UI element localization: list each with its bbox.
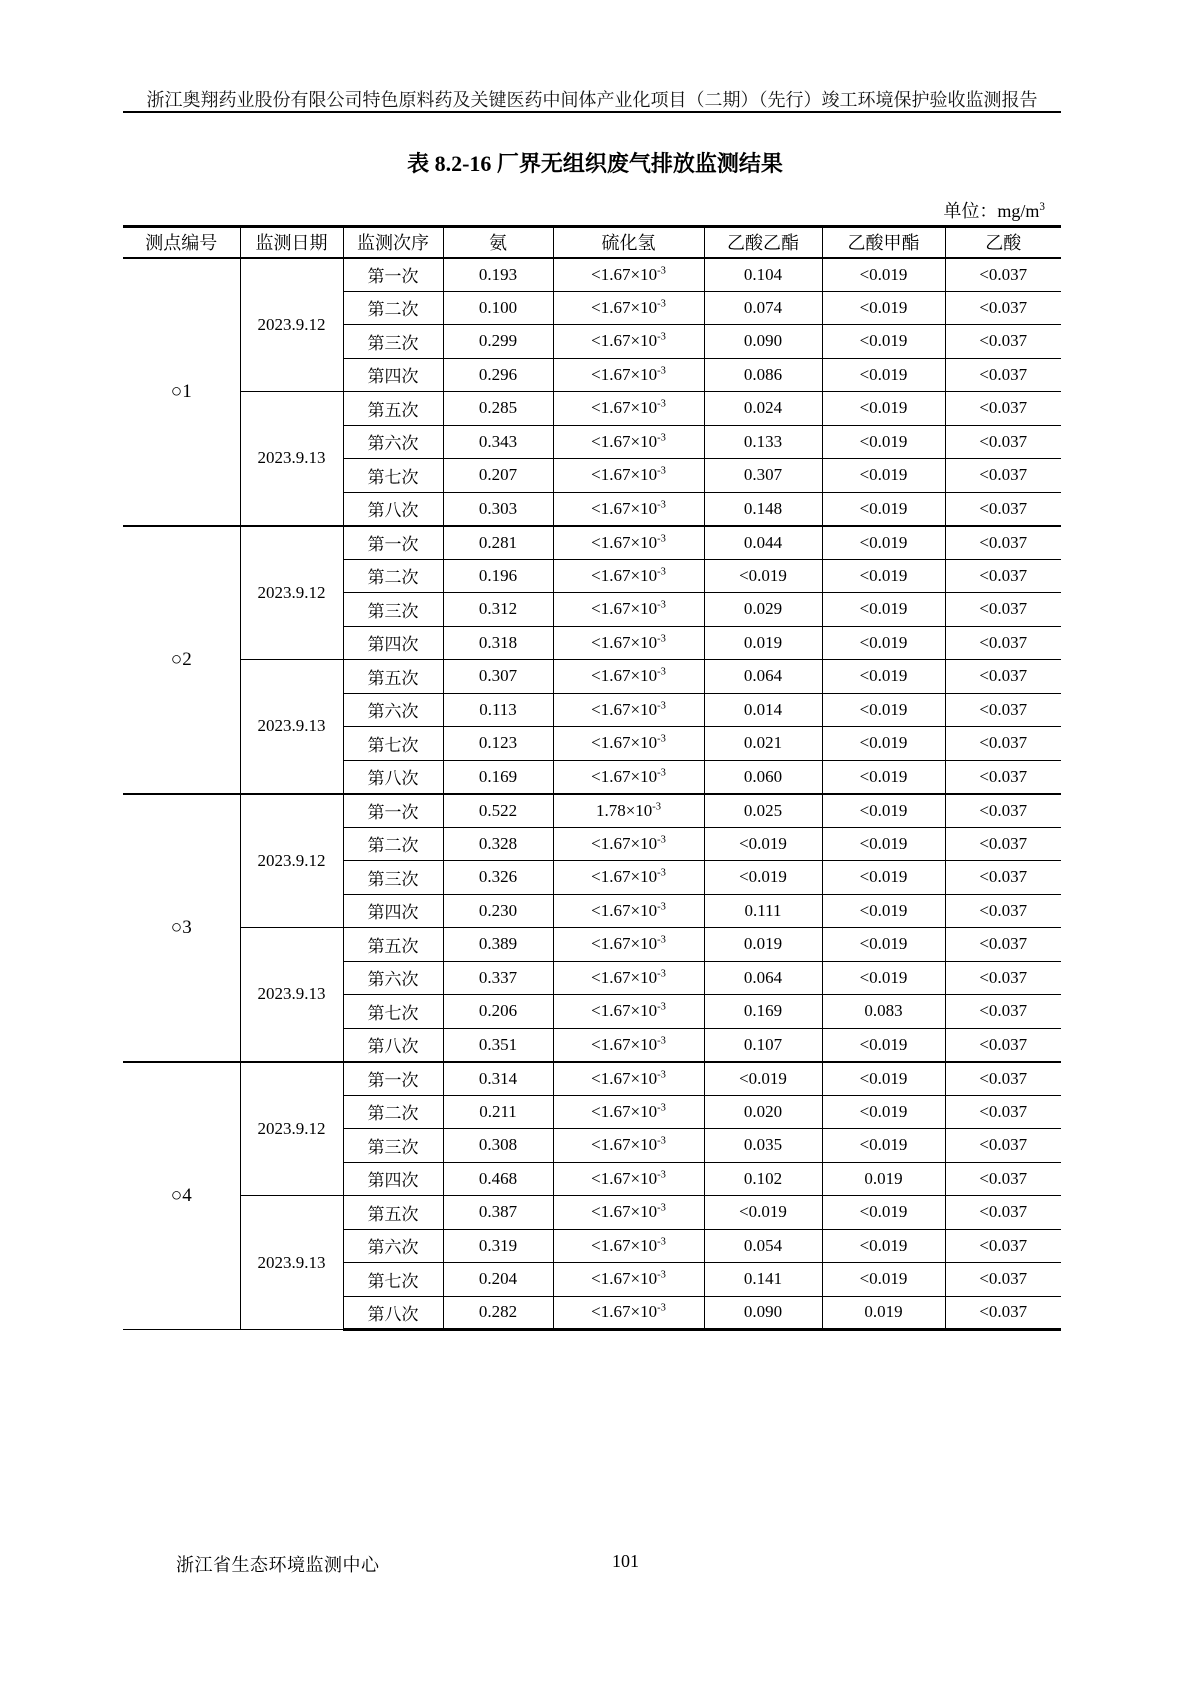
measurement-sequence: 第八次 (343, 760, 443, 794)
value-cell: <0.019 (704, 1196, 822, 1230)
superscript: -3 (657, 901, 666, 913)
superscript: -3 (657, 867, 666, 879)
value-cell: $<1.67\times 10^{-3}$ (553, 325, 704, 359)
value-cell: $<1.67\times 10^{-3}$ (553, 392, 704, 426)
value-cell: <0.019 (822, 626, 945, 660)
value-cell: <0.019 (822, 693, 945, 727)
value-cell: <0.019 (822, 1062, 945, 1096)
value-cell: 0.389 (443, 928, 553, 962)
monitoring-point-id: ○3 (123, 794, 240, 1062)
superscript: -3 (657, 1068, 666, 1080)
value-cell: <0.037 (945, 961, 1061, 995)
measurement-sequence: 第一次 (343, 1062, 443, 1096)
value-cell: 0.090 (704, 325, 822, 359)
measurement-sequence: 第八次 (343, 492, 443, 526)
value-cell: <0.037 (945, 861, 1061, 895)
value-cell: 0.318 (443, 626, 553, 660)
value-cell: 0.211 (443, 1095, 553, 1129)
table-row (123, 660, 1061, 694)
value-cell: <0.037 (945, 593, 1061, 627)
monitoring-date: 2023.9.12 (240, 258, 343, 392)
value-cell: $<1.67\times 10^{-3}$ (553, 861, 704, 895)
measurement-sequence: 第二次 (343, 827, 443, 861)
value-cell: 0.019 (822, 1162, 945, 1196)
value-cell: <0.019 (704, 559, 822, 593)
value-cell: <0.019 (822, 1095, 945, 1129)
measurement-sequence: 第七次 (343, 727, 443, 761)
superscript: -3 (657, 1034, 666, 1046)
measurement-sequence: 第五次 (343, 392, 443, 426)
value-cell: $<1.67\times 10^{-3}$ (553, 1062, 704, 1096)
value-cell: <0.037 (945, 995, 1061, 1029)
measurement-sequence: 第四次 (343, 626, 443, 660)
superscript: -3 (657, 766, 666, 778)
value-cell: 0.206 (443, 995, 553, 1029)
value-cell: 0.204 (443, 1263, 553, 1297)
measurement-sequence: 第二次 (343, 559, 443, 593)
measurement-sequence: 第七次 (343, 995, 443, 1029)
value-cell: $<1.67\times 10^{-3}$ (553, 995, 704, 1029)
superscript: -3 (657, 733, 666, 745)
column-header-7: 乙酸甲酯 (822, 227, 945, 258)
value-cell: 0.090 (704, 1296, 822, 1330)
value-cell: <0.037 (945, 928, 1061, 962)
value-cell: 0.100 (443, 291, 553, 325)
measurement-sequence: 第一次 (343, 794, 443, 828)
value-cell: <0.019 (822, 861, 945, 895)
value-cell: 0.312 (443, 593, 553, 627)
superscript: -3 (657, 1269, 666, 1281)
value-cell: $<1.67\times 10^{-3}$ (553, 1162, 704, 1196)
measurement-sequence: 第三次 (343, 1129, 443, 1163)
measurement-sequence: 第一次 (343, 258, 443, 292)
value-cell: 0.024 (704, 392, 822, 426)
value-cell: 0.281 (443, 526, 553, 560)
value-cell: <0.037 (945, 626, 1061, 660)
value-cell: $<1.67\times 10^{-3}$ (553, 559, 704, 593)
value-cell: <0.019 (822, 559, 945, 593)
superscript: -3 (657, 465, 666, 477)
header-rule (123, 111, 1061, 113)
table-row (123, 928, 1061, 962)
measurement-sequence: 第二次 (343, 1095, 443, 1129)
value-cell: 0.299 (443, 325, 553, 359)
value-cell: 0.230 (443, 894, 553, 928)
value-cell: 0.282 (443, 1296, 553, 1330)
measurement-sequence: 第三次 (343, 325, 443, 359)
page-number: 101 (612, 1551, 639, 1571)
superscript: -3 (657, 498, 666, 510)
value-cell: 0.308 (443, 1129, 553, 1163)
value-cell: <0.019 (822, 961, 945, 995)
table-row (123, 526, 1061, 560)
value-cell: 0.328 (443, 827, 553, 861)
value-cell: <0.037 (945, 1263, 1061, 1297)
value-cell: 0.296 (443, 358, 553, 392)
measurement-sequence: 第五次 (343, 928, 443, 962)
value-cell: 0.337 (443, 961, 553, 995)
value-cell: 0.314 (443, 1062, 553, 1096)
superscript: -3 (657, 1202, 666, 1214)
value-cell: <0.019 (822, 894, 945, 928)
column-header-1: 测点编号 (123, 227, 240, 258)
value-cell: <0.037 (945, 693, 1061, 727)
value-cell: <0.019 (704, 861, 822, 895)
value-cell: <0.019 (822, 459, 945, 493)
table-row (123, 1196, 1061, 1230)
monitoring-date: 2023.9.12 (240, 794, 343, 928)
value-cell: <0.037 (945, 727, 1061, 761)
value-cell: 0.019 (822, 1296, 945, 1330)
measurement-sequence: 第六次 (343, 693, 443, 727)
value-cell: <0.019 (822, 358, 945, 392)
value-cell: 0.074 (704, 291, 822, 325)
column-header-4: 氨 (443, 227, 553, 258)
monitoring-date: 2023.9.12 (240, 1062, 343, 1196)
value-cell: 0.193 (443, 258, 553, 292)
value-cell: <0.037 (945, 827, 1061, 861)
superscript: -3 (657, 1236, 666, 1248)
unit-label: 单位：$mg/m^3$ (943, 201, 1045, 221)
superscript: -3 (657, 1135, 666, 1147)
value-cell: <0.019 (822, 325, 945, 359)
superscript: -3 (657, 1169, 666, 1181)
superscript: -3 (657, 298, 666, 310)
monitoring-point-id: ○1 (123, 258, 240, 526)
value-cell: 0.054 (704, 1229, 822, 1263)
value-cell: $<1.67\times 10^{-3}$ (553, 827, 704, 861)
superscript: -3 (657, 398, 666, 410)
value-cell: <0.037 (945, 1196, 1061, 1230)
measurement-sequence: 第五次 (343, 1196, 443, 1230)
value-cell: <0.019 (822, 1229, 945, 1263)
measurement-sequence: 第六次 (343, 961, 443, 995)
value-cell: <0.037 (945, 1229, 1061, 1263)
value-cell: $<1.67\times 10^{-3}$ (553, 459, 704, 493)
table-row (123, 794, 1061, 828)
value-cell: <0.019 (822, 660, 945, 694)
value-cell: <0.037 (945, 559, 1061, 593)
value-cell: $<1.67\times 10^{-3}$ (553, 492, 704, 526)
value-cell: <0.019 (822, 392, 945, 426)
value-cell: <0.019 (822, 492, 945, 526)
measurement-sequence: 第六次 (343, 425, 443, 459)
value-cell: 0.025 (704, 794, 822, 828)
value-cell: <0.019 (822, 827, 945, 861)
value-cell: 0.029 (704, 593, 822, 627)
value-cell: <0.037 (945, 1095, 1061, 1129)
value-cell: 0.319 (443, 1229, 553, 1263)
value-cell: <0.019 (704, 827, 822, 861)
value-cell: 0.307 (443, 660, 553, 694)
value-cell: $<1.67\times 10^{-3}$ (553, 526, 704, 560)
value-cell: <0.037 (945, 358, 1061, 392)
value-cell: $<1.67\times 10^{-3}$ (553, 425, 704, 459)
column-header-5: 硫化氢 (553, 227, 704, 258)
measurement-sequence: 第三次 (343, 593, 443, 627)
value-cell: <0.019 (822, 727, 945, 761)
value-cell: $<1.67\times 10^{-3}$ (553, 358, 704, 392)
monitoring-point-id: ○2 (123, 526, 240, 794)
value-cell: 0.102 (704, 1162, 822, 1196)
value-cell: $<1.67\times 10^{-3}$ (553, 727, 704, 761)
value-cell: $1.78\times 10^{-3}$ (553, 794, 704, 828)
value-cell: 0.169 (443, 760, 553, 794)
value-cell: $<1.67\times 10^{-3}$ (553, 660, 704, 694)
measurement-sequence: 第四次 (343, 358, 443, 392)
measurement-sequence: 第七次 (343, 459, 443, 493)
footer-organization: 浙江省生态环境监测中心 (176, 1555, 380, 1575)
value-cell: <0.037 (945, 1062, 1061, 1096)
column-header-2: 监测日期 (240, 227, 343, 258)
value-cell: $<1.67\times 10^{-3}$ (553, 626, 704, 660)
value-cell: 0.123 (443, 727, 553, 761)
monitoring-point-id: ○4 (123, 1062, 240, 1330)
value-cell: $<1.67\times 10^{-3}$ (553, 258, 704, 292)
measurement-sequence: 第四次 (343, 894, 443, 928)
value-cell: $<1.67\times 10^{-3}$ (553, 1263, 704, 1297)
superscript: -3 (657, 968, 666, 980)
measurement-sequence: 第八次 (343, 1296, 443, 1330)
superscript: -3 (657, 566, 666, 578)
superscript: -3 (657, 331, 666, 343)
value-cell: <0.037 (945, 392, 1061, 426)
superscript: -3 (657, 1102, 666, 1114)
value-cell: <0.019 (822, 760, 945, 794)
value-cell: 0.522 (443, 794, 553, 828)
value-cell: <0.019 (822, 794, 945, 828)
value-cell: <0.019 (822, 1129, 945, 1163)
superscript: -3 (657, 633, 666, 645)
value-cell: <0.037 (945, 258, 1061, 292)
value-cell: $<1.67\times 10^{-3}$ (553, 693, 704, 727)
value-cell: 0.021 (704, 727, 822, 761)
value-cell: <0.037 (945, 325, 1061, 359)
value-cell: <0.037 (945, 1028, 1061, 1062)
value-cell: <0.019 (822, 1196, 945, 1230)
value-cell: 0.019 (704, 626, 822, 660)
value-cell: 0.107 (704, 1028, 822, 1062)
value-cell: <0.019 (822, 1263, 945, 1297)
monitoring-results-table (123, 225, 1061, 1331)
value-cell: <0.037 (945, 894, 1061, 928)
value-cell: <0.037 (945, 492, 1061, 526)
measurement-sequence: 第三次 (343, 861, 443, 895)
superscript: -3 (652, 800, 662, 812)
value-cell: <0.037 (945, 1296, 1061, 1330)
value-cell: <0.037 (945, 425, 1061, 459)
value-cell: 0.113 (443, 693, 553, 727)
value-cell: <0.037 (945, 1129, 1061, 1163)
measurement-sequence: 第五次 (343, 660, 443, 694)
value-cell: 0.351 (443, 1028, 553, 1062)
value-cell: 0.064 (704, 961, 822, 995)
value-cell: <0.019 (822, 1028, 945, 1062)
superscript: -3 (657, 700, 666, 712)
monitoring-date: 2023.9.13 (240, 928, 343, 1062)
value-cell: 0.111 (704, 894, 822, 928)
value-cell: 0.307 (704, 459, 822, 493)
measurement-sequence: 第四次 (343, 1162, 443, 1196)
value-cell: 0.044 (704, 526, 822, 560)
superscript: -3 (657, 834, 666, 846)
value-cell: <0.037 (945, 794, 1061, 828)
value-cell: 0.196 (443, 559, 553, 593)
value-cell: $<1.67\times 10^{-3}$ (553, 1196, 704, 1230)
superscript: -3 (657, 432, 666, 444)
measurement-sequence: 第八次 (343, 1028, 443, 1062)
value-cell: $<1.67\times 10^{-3}$ (553, 928, 704, 962)
value-cell: 0.104 (704, 258, 822, 292)
value-cell: <0.019 (822, 425, 945, 459)
value-cell: 0.285 (443, 392, 553, 426)
value-cell: <0.037 (945, 526, 1061, 560)
value-cell: <0.037 (945, 291, 1061, 325)
superscript: -3 (657, 532, 666, 544)
monitoring-date: 2023.9.13 (240, 660, 343, 794)
table-row (123, 1062, 1061, 1096)
value-cell: 0.326 (443, 861, 553, 895)
column-header-8: 乙酸 (945, 227, 1061, 258)
value-cell: 0.133 (704, 425, 822, 459)
value-cell: <0.037 (945, 760, 1061, 794)
value-cell: $<1.67\times 10^{-3}$ (553, 291, 704, 325)
value-cell: $<1.67\times 10^{-3}$ (553, 1229, 704, 1263)
superscript: 3 (1039, 201, 1045, 213)
value-cell: 0.343 (443, 425, 553, 459)
value-cell: 0.020 (704, 1095, 822, 1129)
value-cell: <0.019 (822, 928, 945, 962)
measurement-sequence: 第六次 (343, 1229, 443, 1263)
value-cell: 0.014 (704, 693, 822, 727)
value-cell: <0.019 (822, 258, 945, 292)
column-header-3: 监测次序 (343, 227, 443, 258)
value-cell: 0.086 (704, 358, 822, 392)
value-cell: <0.037 (945, 1162, 1061, 1196)
monitoring-date: 2023.9.12 (240, 526, 343, 660)
measurement-sequence: 第二次 (343, 291, 443, 325)
value-cell: $<1.67\times 10^{-3}$ (553, 1095, 704, 1129)
table-title: 表 8.2-16 厂界无组织废气排放监测结果 (407, 151, 783, 176)
value-cell: <0.019 (704, 1062, 822, 1096)
value-cell: 0.019 (704, 928, 822, 962)
table-row (123, 258, 1061, 292)
value-cell: 0.207 (443, 459, 553, 493)
column-header-6: 乙酸乙酯 (704, 227, 822, 258)
value-cell: <0.019 (822, 593, 945, 627)
value-cell: $<1.67\times 10^{-3}$ (553, 1129, 704, 1163)
document-header-title: 浙江奥翔药业股份有限公司特色原料药及关键医药中间体产业化项目（二期）（先行）竣工环境保护验收监测报告 (146, 90, 1038, 110)
value-cell: $<1.67\times 10^{-3}$ (553, 760, 704, 794)
measurement-sequence: 第七次 (343, 1263, 443, 1297)
value-cell: 0.468 (443, 1162, 553, 1196)
value-cell: 0.148 (704, 492, 822, 526)
value-cell: $<1.67\times 10^{-3}$ (553, 1296, 704, 1330)
monitoring-date: 2023.9.13 (240, 392, 343, 526)
superscript: -3 (657, 1302, 666, 1314)
value-cell: <0.019 (822, 526, 945, 560)
value-cell: <0.019 (822, 291, 945, 325)
value-cell: $<1.67\times 10^{-3}$ (553, 961, 704, 995)
superscript: -3 (657, 264, 666, 276)
value-cell: 0.083 (822, 995, 945, 1029)
value-cell: 0.303 (443, 492, 553, 526)
superscript: -3 (657, 1001, 666, 1013)
value-cell: 0.141 (704, 1263, 822, 1297)
value-cell: <0.037 (945, 660, 1061, 694)
table-header-row (123, 227, 1061, 258)
monitoring-date: 2023.9.13 (240, 1196, 343, 1330)
measurement-sequence: 第一次 (343, 526, 443, 560)
value-cell: $<1.67\times 10^{-3}$ (553, 894, 704, 928)
superscript: -3 (657, 599, 666, 611)
value-cell: 0.060 (704, 760, 822, 794)
superscript: -3 (657, 666, 666, 678)
value-cell: 0.169 (704, 995, 822, 1029)
table-row (123, 392, 1061, 426)
value-cell: $<1.67\times 10^{-3}$ (553, 1028, 704, 1062)
superscript: -3 (657, 365, 666, 377)
value-cell: $<1.67\times 10^{-3}$ (553, 593, 704, 627)
value-cell: <0.037 (945, 459, 1061, 493)
value-cell: 0.387 (443, 1196, 553, 1230)
superscript: -3 (657, 934, 666, 946)
value-cell: 0.064 (704, 660, 822, 694)
value-cell: 0.035 (704, 1129, 822, 1163)
